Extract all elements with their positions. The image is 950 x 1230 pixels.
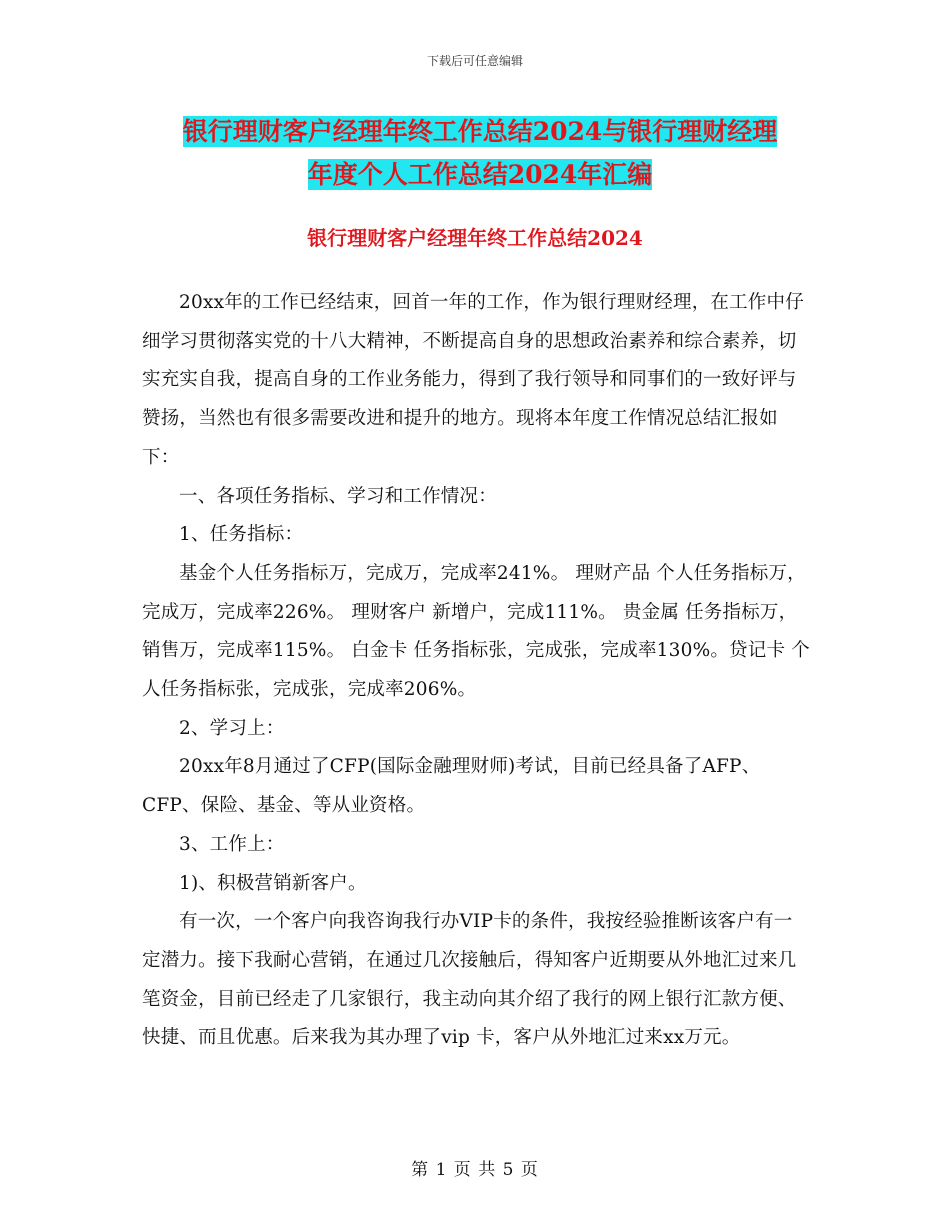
- paragraph-work-heading: 3、工作上：: [179, 833, 285, 855]
- page-number: 第 1 页 共 5 页: [411, 1160, 539, 1180]
- paragraph-new-customers-heading: 1)、积极营销新客户。: [179, 872, 367, 894]
- page-header-note: 下载后可任意编辑: [426, 54, 523, 68]
- paragraph-intro: 20xx年的工作已经结束，回首一年的工作，作为银行理财经理，在工作中仔细学习贯彻落实党的十八大精神，不断提高自身的思想政治素养和综合素养，切实充实自我，提高自身的工作业务能力，得到了我行领导和同事们的一致好评与赞扬，当然也有很多需要改进和提升的地方。现将本年度工作情况总结汇报如下：: [142, 292, 804, 468]
- document-title-line-1: 银行理财客户经理年终工作总结2024与银行理财经理: [182, 117, 778, 146]
- section-title: 银行理财客户经理年终工作总结2024: [307, 226, 643, 250]
- paragraph-study: 20xx年8月通过了CFP(国际金融理财师)考试，目前已经具备了AFP、 CFP、保险、基金、等从业资格。: [142, 756, 761, 817]
- paragraph-study-heading: 2、学习上：: [179, 717, 285, 739]
- document-body: [142, 284, 812, 1058]
- paragraph-task-indicators-heading: 1、任务指标：: [179, 524, 304, 546]
- paragraph-heading-1: 一、各项任务指标、学习和工作情况：: [179, 485, 497, 507]
- paragraph-task-indicators: 基金个人任务指标万，完成万，完成率241%。 理财产品 个人任务指标万，完成万，完成率226%。 理财客户 新增户，完成111%。 贵金属 任务指标万，销售万，完成率115%。 白金卡 任务指标张，完成张，完成率130%。贷记卡 个人任务指标张，完成张，完成率206%。: [142, 562, 810, 701]
- document-title-line-2: 年度个人工作总结2024年汇编: [307, 160, 653, 189]
- paragraph-vip-story: 有一次，一个客户向我咨询我行办VIP卡的条件，我按经验推断该客户有一 定潜力。接下我耐心营销，在通过几次接触后，得知客户近期要从外地汇过来几 笔资金，目前已经走了几家银行，我主动向其介绍了我行的网上银行汇款方便、 快捷、而且优惠。后来我为其办理了vip 卡，客户从外地汇过来xx万元。: [142, 911, 797, 1049]
- document-title: [140, 110, 820, 196]
